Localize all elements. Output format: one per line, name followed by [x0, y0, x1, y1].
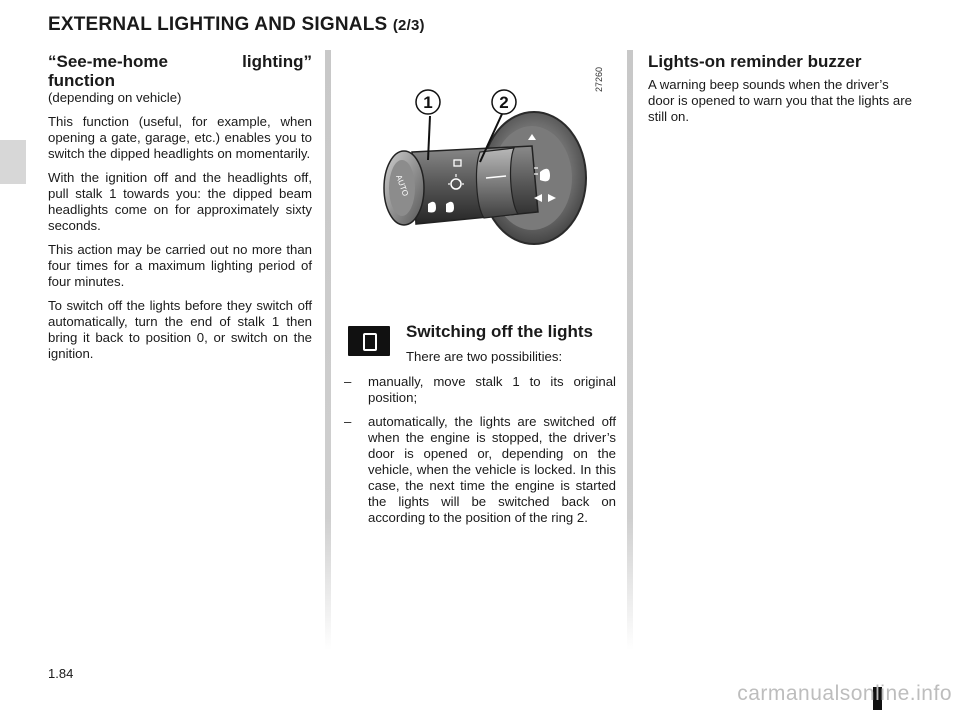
reminder-buzzer-section — [648, 52, 914, 133]
callout-1-label: 1 — [423, 93, 433, 112]
paragraph: This action may be carried out no more than four times for a maximum lighting period of four minutes. — [48, 242, 312, 289]
see-me-home-section — [48, 52, 312, 370]
section-intro: There are two possibilities: — [406, 349, 563, 364]
switching-off-header — [406, 322, 621, 364]
page-title-text: EXTERNAL LIGHTING AND SIGNALS — [48, 14, 388, 35]
watermark: carmanualsonline.info — [737, 682, 952, 705]
lighting-stalk-drawing — [356, 56, 618, 256]
column-divider — [627, 50, 633, 650]
paragraph: This function (useful, for example, when opening a gate, garage, etc.) enables you to switch the dipped headlights on momentarily. — [48, 114, 312, 161]
paragraph: To switch off the lights before they switch off automatically, turn the end of stalk 1 then bring it back to position 0, or switch on the ignition. — [48, 298, 312, 361]
list-item-text: automatically, the lights are switched off when the engine is stopped, the driver’s door is opened or, depending on the vehicle, when the vehicle is locked. In this case, the next time the engine is started the lights will be switched back on according to the position of the ring 2. — [368, 414, 616, 525]
paragraph: A warning beep sounds when the driver’s door is opened to warn you that the lights are still on. — [648, 77, 912, 124]
lighting-stalk-illustration — [356, 56, 618, 256]
column-divider — [325, 50, 331, 650]
page-number: 1.84 — [48, 666, 74, 681]
paragraph: With the ignition off and the headlights off, pull stalk 1 towards you: the dipped beam headlights come on for approximately sixty seconds. — [48, 170, 312, 233]
page-title — [48, 14, 425, 36]
section-heading: Switching off the lights — [406, 322, 593, 341]
list-item: – automatically, the lights are switched off when the engine is stopped, the driver’s door is opened or, depending on the vehicle, when the vehicle is locked. In this case, the next time the engine is started the lights will be switched back on according to the position of the ring 2. — [344, 414, 616, 525]
section-heading: Lights-on reminder buzzer — [648, 52, 862, 71]
switching-off-list — [344, 374, 616, 534]
section-note: (depending on vehicle) — [48, 90, 182, 105]
figure-reference: 27260 — [594, 66, 604, 92]
chapter-tab — [0, 140, 26, 184]
list-item: – manually, move stalk 1 to its original position; — [344, 374, 616, 405]
auto-label: AUTO — [394, 173, 411, 198]
section-heading: “See-me-home lighting” function — [48, 52, 312, 90]
callout-2-label: 2 — [499, 93, 509, 112]
switch-icon — [348, 326, 390, 356]
list-item-text: manually, move stalk 1 to its original position; — [368, 374, 616, 405]
page-title-part: (2/3) — [392, 17, 425, 34]
